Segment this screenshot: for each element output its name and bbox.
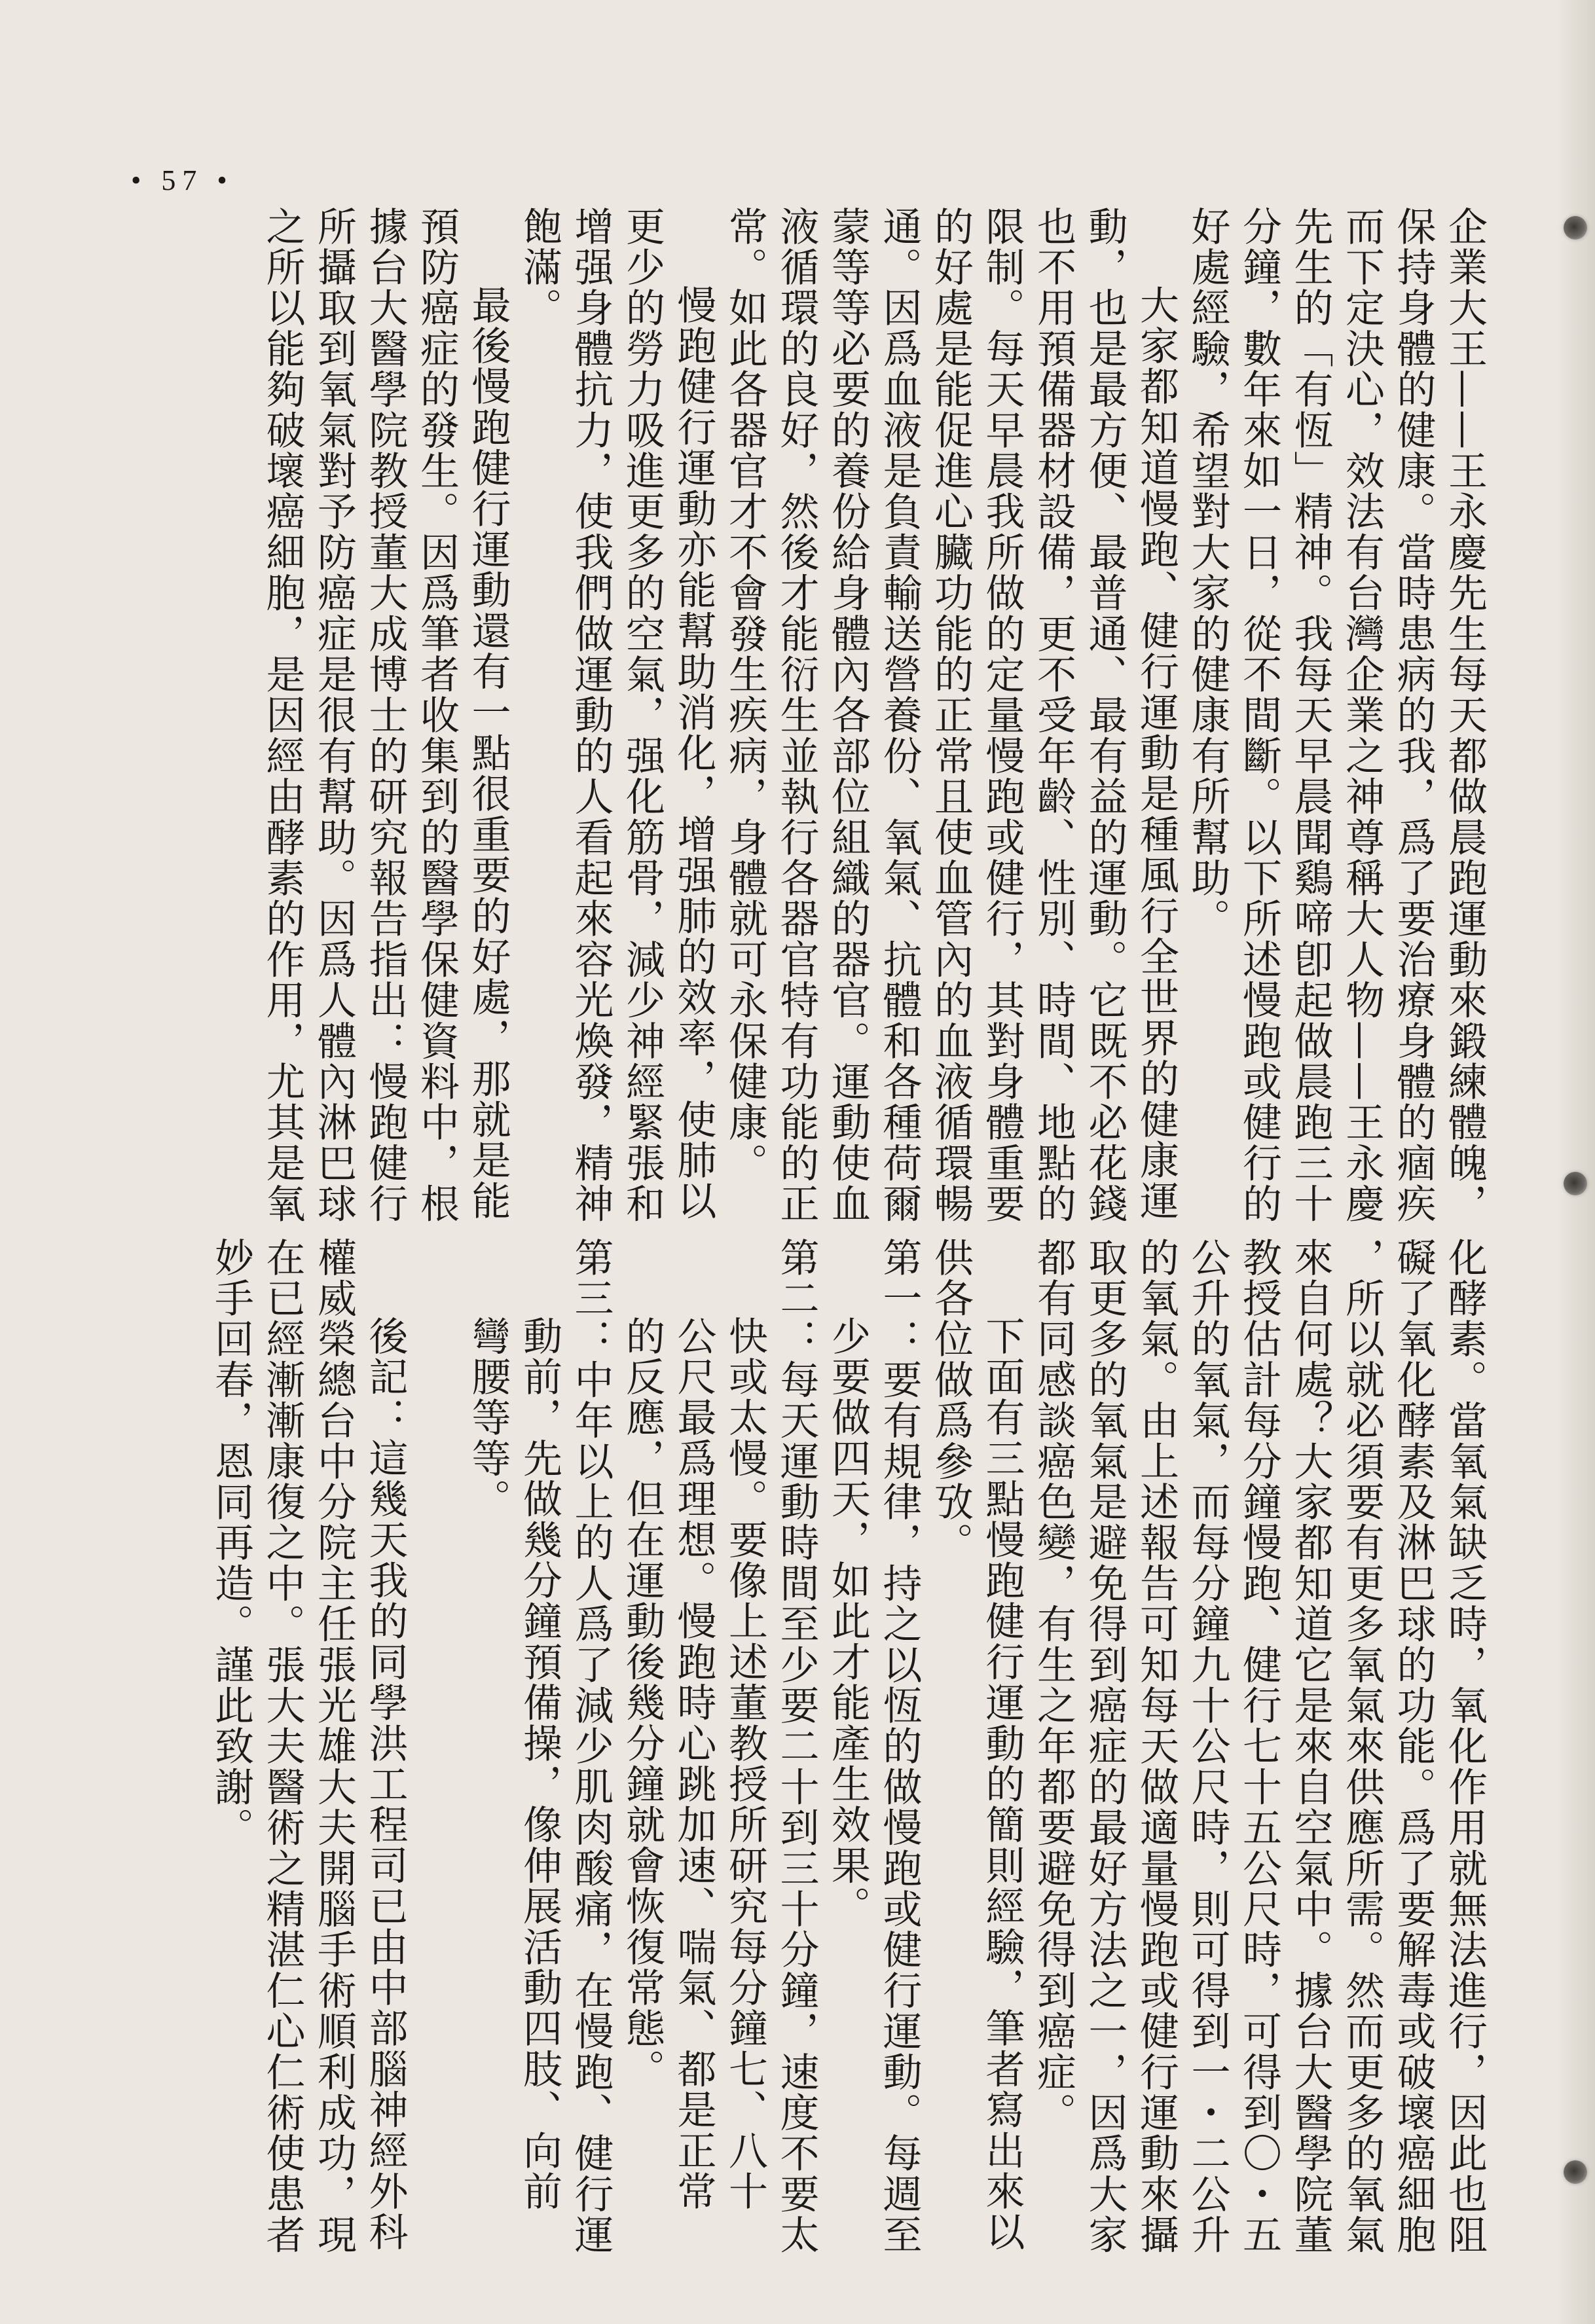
text-column: 動前，先做幾分鐘預備操，像伸展活動四肢、向前 — [517, 1316, 562, 2212]
text-column: 的反應，但在運動後幾分鐘就會恢復常態。 — [619, 1316, 665, 2090]
text-column: 通。因爲血液是負責輸送營養份、氧氣、抗體和各種荷爾 — [876, 206, 923, 1224]
text-column: 先生的「有恆」精神。我每天早晨聞鷄啼卽起做晨跑三十 — [1287, 206, 1334, 1224]
page-edge-shadow — [1556, 0, 1595, 2324]
binding-hole — [1564, 216, 1587, 240]
text-column: 保持身體的健康。當時患病的我，爲了要治療身體的痼疾 — [1390, 206, 1437, 1224]
binding-hole — [1564, 1172, 1587, 1195]
text-column: 液循環的良好，然後才能衍生並執行各器官特有功能的正 — [773, 206, 820, 1224]
text-column: 預防癌症的發生。因爲筆者收集到的醫學保健資料中，根 — [414, 206, 460, 1224]
text-column: 下面有三點慢跑健行運動的簡則經驗，筆者寫出來以 — [979, 1316, 1025, 2253]
text-column: 大家都知道慢跑、健行運動是種風行全世界的健康運 — [1133, 285, 1179, 1222]
text-column: 都有同感談癌色變，有生之年都要避免得到癌症。 — [1031, 1237, 1076, 2133]
text-column: 公升的氧氣，而每分鐘九十公尺時，則可得到一・二公升 — [1184, 1237, 1231, 2255]
text-column: 的氧氣。由上述報告可知每天做適量慢跑或健行運動來攝 — [1133, 1237, 1179, 2255]
text-column: 飽滿。 — [517, 206, 562, 329]
text-column: 後記：這幾天我的同學洪工程司已由中部腦神經外科 — [362, 1316, 409, 2253]
text-column: 妙手回春，恩同再造。謹此致謝。 — [208, 1237, 254, 1848]
article-bottom-section — [206, 1237, 1491, 2255]
text-column: 所攝取到氧氣對予防癌症是很有幫助。因爲人體內淋巴球 — [311, 206, 357, 1224]
text-column: 蒙等等必要的養份給身體內各部位組織的器官。運動使血 — [825, 206, 871, 1224]
text-column: 增强身體抗力，使我們做運動的人看起來容光煥發，精神 — [568, 206, 614, 1224]
text-column: 分鐘，數年來如一日，從不間斷。以下所述慢跑或健行的 — [1236, 206, 1282, 1224]
text-column: 化酵素。當氧氣缺乏時，氧化作用就無法進行，因此也阻 — [1442, 1237, 1488, 2255]
text-column: 公尺最爲理想。慢跑時心跳加速、喘氣、都是正常 — [670, 1316, 717, 2212]
text-column: 少要做四天，如此才能產生效果。 — [825, 1316, 871, 1927]
text-column: 教授估計每分鐘慢跑、健行七十五公尺時，可得到〇・五 — [1236, 1237, 1282, 2255]
text-column: 權威榮總台中分院主任張光雄大夫開腦手術順利成功，現 — [311, 1237, 357, 2255]
text-column: 限制。每天早晨我所做的定量慢跑或健行，其對身體重要 — [979, 206, 1025, 1224]
text-column: 的好處是能促進心臟功能的正常且使血管內的血液循環暢 — [928, 206, 974, 1224]
text-column: 常。如此各器官才不會發生疾病，身體就可永保健康。 — [722, 206, 768, 1184]
page-number: • 57 • — [131, 164, 234, 196]
text-column: 企業大王——王永慶先生每天都做晨跑運動來鍛練體魄， — [1442, 206, 1488, 1224]
text-column: 動，也是最方便、最普通、最有益的運動。它既不必花錢 — [1082, 206, 1128, 1224]
column-spacer — [411, 1237, 463, 2206]
text-column: 取更多的氧氣是避免得到癌症的最好方法之一，因爲大家 — [1082, 1237, 1128, 2255]
text-column: 供各位做爲參攷。 — [928, 1237, 974, 1563]
text-column: 而下定決心，效法有台灣企業之神尊稱大人物——王永慶 — [1339, 206, 1385, 1224]
binding-hole — [1564, 2160, 1587, 2184]
text-column: 來自何處？大家都知道它是來自空氣中。據台大醫學院董 — [1287, 1237, 1334, 2255]
text-column: 第一：要有規律，持之以恆的做慢跑或健行運動。每週至 — [876, 1237, 923, 2255]
text-column: 礙了氧化酵素及淋巴球的功能。爲了要解毒或破壞癌細胞 — [1390, 1237, 1437, 2255]
text-column: 彎腰等等。 — [465, 1316, 511, 1519]
text-column: 也不用預備器材設備，更不受年齡、性別、時間、地點的 — [1031, 206, 1076, 1224]
text-column: 好處經驗，希望對大家的健康有所幫助。 — [1184, 206, 1231, 939]
text-column: 最後慢跑健行運動還有一點很重要的好處，那就是能 — [465, 285, 511, 1222]
text-column: 之所以能夠破壞癌細胞，是因經由酵素的作用，尤其是氧 — [259, 206, 306, 1224]
text-column: 第三：中年以上的人爲了減少肌肉酸痛，在慢跑、健行運 — [568, 1237, 614, 2255]
text-column: 快或太慢。要像上述董教授所研究每分鐘七、八十 — [722, 1316, 768, 2212]
text-column: 更少的勞力吸進更多的空氣，强化筋骨，減少神經緊張和 — [619, 206, 665, 1224]
text-column: 慢跑健行運動亦能幫助消化，增强肺的效率，使肺以 — [670, 285, 717, 1222]
text-column: ，所以就必須要有更多氧氣來供應所需。然而更多的氧氣 — [1339, 1237, 1385, 2255]
text-column: 第二：每天運動時間至少要二十到三十分鐘，速度不要太 — [773, 1237, 820, 2255]
article-top-section — [257, 206, 1490, 1224]
text-column: 在已經漸漸康復之中。張大夫醫術之精湛仁心仁術使患者 — [259, 1237, 306, 2255]
text-column: 據台大醫學院教授董大成博士的研究報告指出：慢跑健行 — [362, 206, 409, 1224]
